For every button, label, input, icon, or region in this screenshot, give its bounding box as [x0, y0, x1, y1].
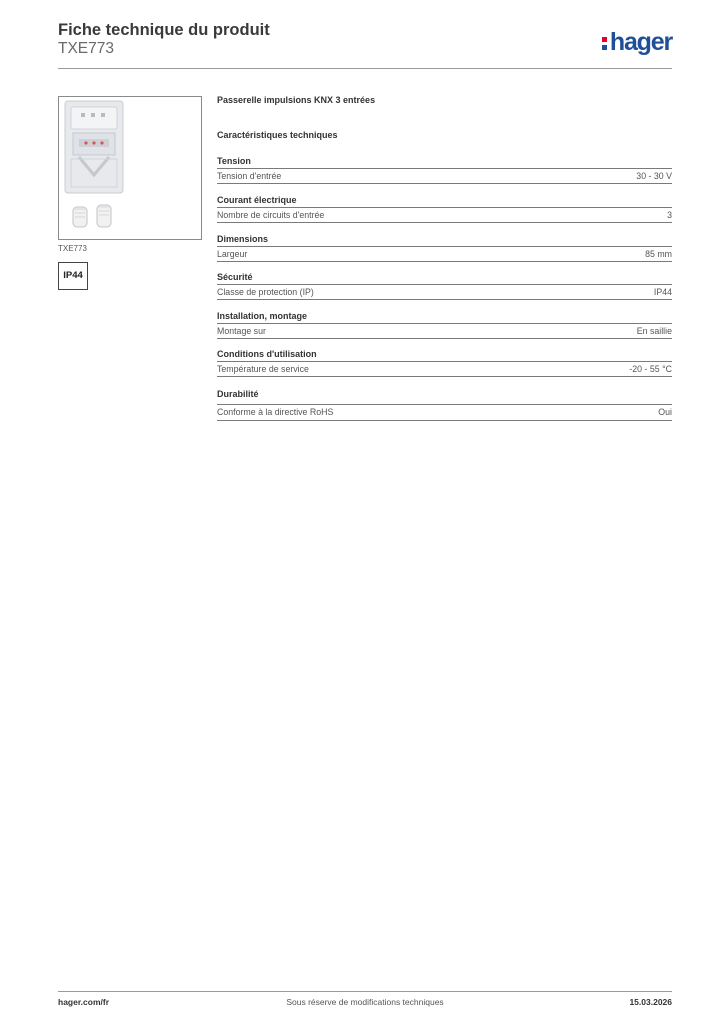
logo-text: hager: [609, 28, 672, 56]
logo-dots-icon: [602, 36, 608, 50]
product-name-text: Passerelle impulsions KNX 3 entrées: [217, 95, 376, 105]
spec-label: Montage sur: [217, 326, 266, 336]
spec-group-title: Sécurité: [217, 271, 672, 285]
spec-row: [217, 169, 672, 184]
spec-row: [217, 324, 672, 339]
spec-label: Conforme à la directive RoHS: [217, 407, 334, 417]
spec-value: 30 - 30 V: [636, 171, 672, 181]
spec-group-conditions: [217, 348, 672, 377]
footer-website-link[interactable]: hager.com/fr: [58, 997, 110, 1007]
product-illustration: [59, 97, 201, 239]
spec-group-title: Installation, montage: [217, 310, 672, 324]
footer-date: 15.03.2026: [629, 997, 672, 1007]
document-title: Fiche technique du produit: [58, 21, 270, 39]
product-reference: TXE773: [58, 40, 115, 57]
spec-group-installation: [217, 310, 672, 339]
spec-group-title: Tension: [217, 155, 672, 169]
spec-label: Classe de protection (IP): [217, 287, 314, 297]
spec-group-durabilite: [217, 388, 672, 421]
spec-group-courant: [217, 194, 672, 223]
spec-group-dimensions: [217, 233, 672, 262]
spec-group-securite: [217, 271, 672, 300]
spec-value: 3: [667, 210, 672, 220]
spec-value: IP44: [653, 287, 672, 297]
hager-logo: [602, 28, 672, 56]
spec-row: [217, 405, 672, 421]
spec-label: Largeur: [217, 249, 248, 259]
document-header: [58, 20, 672, 58]
product-image: [58, 96, 202, 240]
footer-notice: Sous réserve de modifications techniques: [286, 997, 444, 1007]
spec-value: 85 mm: [645, 249, 672, 259]
spec-row: [217, 247, 672, 262]
spec-group-title: Conditions d'utilisation: [217, 348, 672, 362]
spec-group-title: Dimensions: [217, 233, 672, 247]
product-name: [217, 95, 672, 105]
spec-row: [217, 362, 672, 377]
ip-rating-badge: IP44: [58, 262, 88, 290]
spec-label: Température de service: [217, 364, 309, 374]
spec-group-title: Courant électrique: [217, 194, 672, 208]
spec-label: Tension d'entrée: [217, 171, 282, 181]
page-footer: [58, 997, 672, 1011]
section-heading-text: Caractéristiques techniques: [217, 130, 338, 140]
spec-group-tension: [217, 155, 672, 184]
product-image-caption: TXE773: [58, 244, 87, 253]
spec-value: -20 - 55 °C: [629, 364, 672, 374]
spec-value: En saillie: [636, 326, 672, 336]
header-divider: [58, 68, 672, 69]
spec-row: [217, 208, 672, 223]
spec-value: Oui: [658, 407, 672, 417]
spec-label: Nombre de circuits d'entrée: [217, 210, 325, 220]
spec-row: [217, 285, 672, 300]
footer-divider: [58, 991, 672, 992]
section-heading: [217, 130, 672, 140]
spec-group-title: Durabilité: [217, 388, 672, 405]
